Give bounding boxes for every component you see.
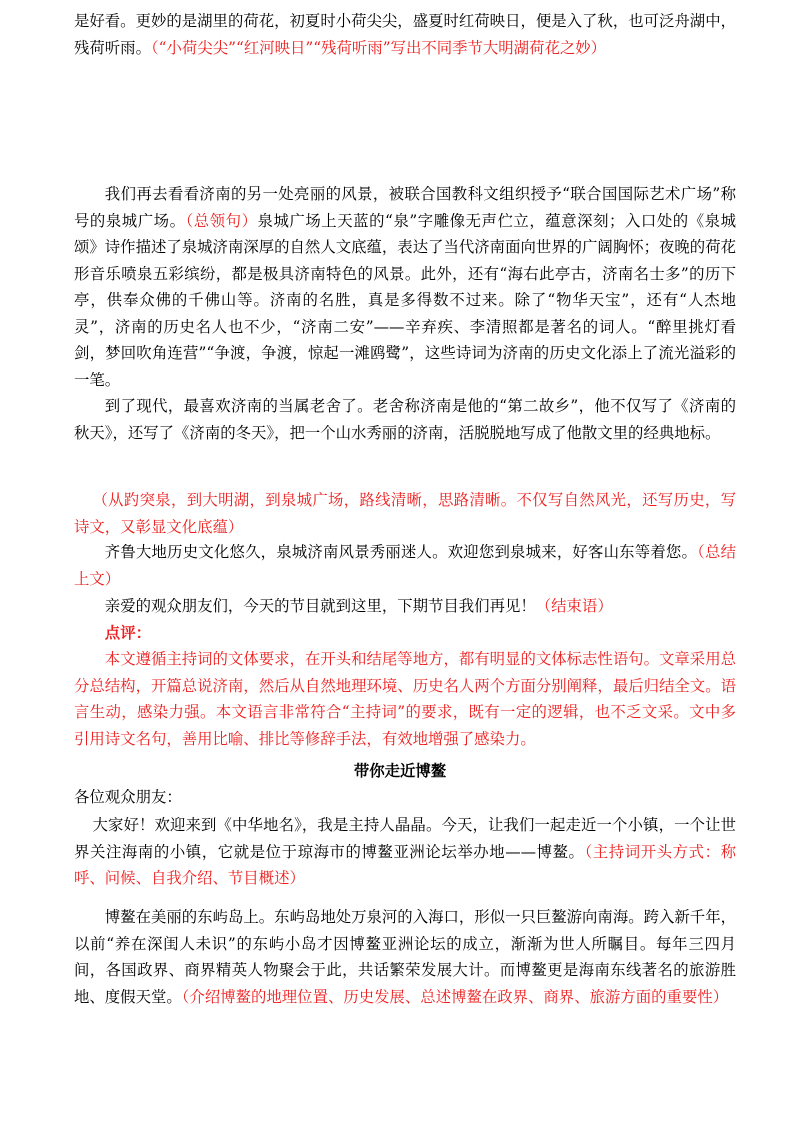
comment-label-text: 点评： [104, 624, 151, 642]
square-annotation: （总领句） [185, 211, 258, 230]
section-title: 带你走近博鳌 [353, 762, 447, 780]
summary-text: 齐鲁大地历史文化悠久，泉城济南风景秀丽迷人。欢迎您到泉城来，好客山东等着您。 [104, 543, 698, 561]
comment-label [74, 620, 736, 647]
route-annotation: （从趵突泉，到大明湖，到泉城广场，路线清晰，思路清晰。不仅写自然风光，还写历史，写诗文，又彰显文化底蕴） [74, 491, 736, 536]
boao-intro-text: 大家好！欢迎来到《中华地名》，我是主持人晶晶。今天，让我们一起走近一个小镇，一个让世界关注海南的小镇，它就是位于琼海市的博鳌亚洲论坛举办地——博鳌。 [74, 816, 736, 861]
greeting-text: 各位观众朋友： [74, 788, 182, 806]
lotus-annotation: （“小荷尖尖”“红河映日”“残荷听雨”写出不同季节大明湖荷花之妙） [150, 38, 607, 57]
laoshe-text: 到了现代，最喜欢济南的当属老舍了。老舍称济南是他的“第二故乡”，他不仅写了《济南的秋天》，还写了《济南的冬天》，把一个山水秀丽的济南，活脱脱地写成了他散文里的经典地标。 [74, 397, 736, 442]
square-text-b: 泉城广场上天蓝的“泉”字雕像无声伫立，蕴意深刻；入口处的《泉城颂》诗作描述了泉城济南深厚的自然人文底蕴，表达了当代济南面向世界的广阔胸怀；夜晚的荷花形音乐喷泉五彩缤纷，都是极具济南特色的风景。此外，还有“海右此亭古，济南名士多”的历下亭，供奉众佛的千佛山等。济南的名胜，真是多得数不过来。除了“物华天宝”，还有“人杰地灵”，济南的历史名人也不少，“济南二安”——辛弃疾、李清照都是著名的词人。“醉里挑灯看剑，梦回吹角连营”“争渡，争渡，惊起一滩鸥鹭”，这些诗词为济南的历史文化添上了流光溢彩的一笔。 [74, 211, 736, 389]
lotus-text: 是好看。更妙的是湖里的荷花，初夏时小荷尖尖，盛夏时红荷映日，便是入了秋，也可泛舟湖中，残荷听雨。 [74, 12, 736, 57]
boao-intro-annotation: （主持词开头方式：称呼、问候、自我介绍、节目概述） [74, 842, 736, 887]
paragraph-lotus [74, 8, 736, 61]
paragraph-square [74, 181, 736, 393]
boao-location-text: 博鳌在美丽的东屿岛上。东屿岛地处万泉河的入海口，形似一只巨鳌游向南海。跨入新千年，以前“养在深闺人未识”的东屿小岛才因博鳌亚洲论坛的成立，渐渐为世人所瞩目。每年三四月间，各国政界、商界精英人物聚会于此，共话繁荣发展大计。而博鳌更是海南东线著名的旅游胜地、度假天堂。 [74, 908, 736, 1006]
paragraph-closing [74, 593, 736, 620]
paragraph-boao-location [74, 904, 736, 1010]
paragraph-laoshe [74, 393, 736, 446]
paragraph-boao-intro [74, 812, 736, 892]
paragraph-summary [74, 539, 736, 592]
paragraph-comment [74, 646, 736, 752]
summary-annotation: （总结上文） [74, 543, 736, 588]
boao-location-annotation: （介绍博鳌的地理位置、历史发展、总述博鳌在政界、商界、旅游方面的重要性） [181, 987, 729, 1006]
square-text-a: 我们再去看看济南的另一处亮丽的风景，被联合国教科文组织授予“联合国国际艺术广场”称号的泉城广场。 [74, 185, 736, 230]
comment-text: 本文遵循主持词的文体要求，在开头和结尾等地方，都有明显的文体标志性语句。文章采用总分总结构，开篇总说济南，然后从自然地理环境、历史名人两个方面分别阐释，最后归结全文。语言生动，感染力强。本文语言非常符合“主持词”的要求，既有一定的逻辑，也不乏文采。文中多引用诗文名句，善用比喻、排比等修辞手法，有效地增强了感染力。 [74, 650, 736, 748]
closing-text: 亲爱的观众朋友们，今天的节目就到这里，下期节目我们再见！ [104, 597, 536, 615]
greeting [74, 784, 736, 811]
paragraph-route-annotation [74, 487, 736, 540]
closing-annotation: （结束语） [535, 597, 613, 615]
